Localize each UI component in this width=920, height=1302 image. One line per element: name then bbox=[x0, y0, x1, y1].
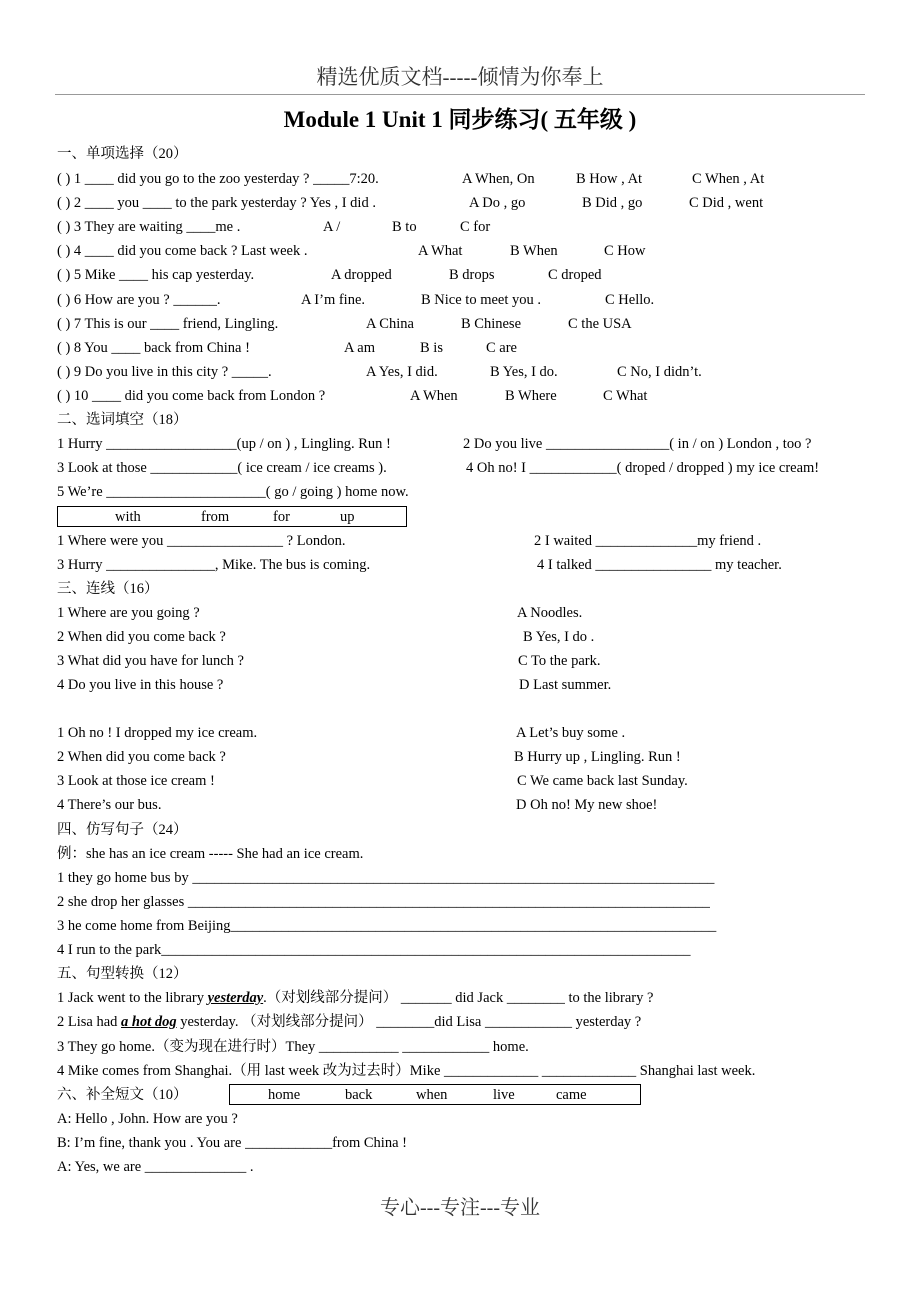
option-b: B How , At bbox=[576, 171, 643, 187]
dialogue-line: B: I’m fine, thank you . You are ____________from China ! bbox=[57, 1135, 407, 1151]
section-5-heading: 五、句型转换（12） bbox=[57, 966, 188, 982]
page-header: 精选优质文档-----倾情为你奉上 bbox=[316, 65, 604, 89]
rewrite-line: 3 he come home from Beijing___________________________________________________________________ bbox=[57, 918, 717, 934]
option-b: B Yes, I do. bbox=[490, 363, 558, 380]
option-b: B When bbox=[510, 243, 558, 260]
match-answer: C We came back last Sunday. bbox=[517, 773, 688, 790]
underlined-word: yesterday bbox=[207, 990, 264, 1006]
match-answer: A Noodles. bbox=[517, 605, 583, 621]
question-stem: ( ) 2 ____ you ____ to the park yesterday ? Yes , I did . bbox=[57, 195, 376, 212]
word-box-2-word: came bbox=[556, 1087, 587, 1103]
question-stem: ( ) 9 Do you live in this city ? _____. bbox=[57, 363, 272, 380]
match-answer: C To the park. bbox=[518, 653, 601, 670]
question-stem: ( ) 8 You ____ back from China ! bbox=[57, 339, 250, 356]
word-box-2-word: home bbox=[268, 1087, 301, 1103]
section-1-heading: 一、单项选择（20） bbox=[57, 146, 188, 162]
question-stem: ( ) 1 ____ did you go to the zoo yesterday ? _____7:20. bbox=[57, 171, 379, 187]
question-stem: ( ) 4 ____ did you come back ? Last week . bbox=[57, 243, 308, 260]
match-answer: B Yes, I do . bbox=[523, 629, 595, 646]
section-6-heading: 六、补全短文（10） bbox=[57, 1087, 188, 1103]
rewrite-example: 例：she has an ice cream ----- She had an ice cream. bbox=[57, 846, 364, 862]
word-box-1-word: up bbox=[340, 509, 355, 525]
transform-line-1: 1 Jack went to the library yesterday.（对划线部分提问） _______ did Jack ________ to the library ? bbox=[57, 990, 654, 1006]
option-b: B Chinese bbox=[461, 315, 522, 332]
section-4-heading: 四、仿写句子（24） bbox=[57, 822, 188, 838]
header-divider bbox=[55, 94, 865, 95]
question-stem: ( ) 5 Mike ____ his cap yesterday. bbox=[57, 267, 255, 284]
page-title: Module 1 Unit 1 同步练习( 五年级 ) bbox=[283, 107, 637, 132]
option-c: C How bbox=[604, 243, 646, 260]
section-3-heading: 三、连线（16） bbox=[57, 581, 159, 597]
match-answer: B Hurry up , Lingling. Run ! bbox=[514, 749, 681, 766]
match-answer: D Oh no! My new shoe! bbox=[516, 797, 658, 814]
dialogue-line: A: Hello , John. How are you ? bbox=[57, 1111, 238, 1127]
option-a: A Yes, I did. bbox=[366, 363, 438, 380]
fill-word-2a: 3 Hurry _______________, Mike. The bus is coming. bbox=[57, 557, 371, 573]
rewrite-line: 1 they go home bus by ________________________________________________________________________ bbox=[57, 870, 715, 886]
match-question: 3 What did you have for lunch ? bbox=[57, 653, 244, 670]
underlined-word: a hot dog bbox=[121, 1014, 177, 1030]
option-b: B Where bbox=[505, 387, 557, 404]
match-question: 3 Look at those ice cream ! bbox=[57, 773, 215, 790]
option-c: C droped bbox=[548, 267, 602, 284]
option-c: C No, I didn’t. bbox=[617, 363, 702, 380]
option-b: B Nice to meet you . bbox=[421, 291, 542, 308]
option-a: A China bbox=[366, 315, 414, 332]
option-c: C are bbox=[486, 339, 517, 356]
word-box-1-word: with bbox=[115, 509, 141, 525]
option-b: B drops bbox=[449, 267, 495, 284]
option-b: B is bbox=[420, 339, 443, 356]
match-question: 4 There’s our bus. bbox=[57, 797, 162, 814]
question-stem: ( ) 10 ____ did you come back from London ? bbox=[57, 387, 326, 404]
word-box-2-word: live bbox=[493, 1087, 515, 1103]
rewrite-line: 2 she drop her glasses ________________________________________________________________________ bbox=[57, 894, 710, 910]
fill-line-1b: 2 Do you live _________________( in / on ) London , too ? bbox=[463, 436, 812, 452]
transform-line-3: 3 They go home.（变为现在进行时）They ___________ ____________ home. bbox=[57, 1039, 529, 1055]
option-b: B to bbox=[392, 219, 417, 236]
word-box-1 bbox=[57, 506, 407, 527]
option-a: A dropped bbox=[331, 267, 392, 284]
match-question: 1 Where are you going ? bbox=[57, 605, 200, 621]
option-a: A When bbox=[410, 387, 458, 404]
option-a: A / bbox=[323, 219, 341, 236]
option-a: A What bbox=[418, 243, 463, 260]
fill-line-2a: 3 Look at those ____________( ice cream / ice creams ). bbox=[57, 460, 387, 476]
match-question: 2 When did you come back ? bbox=[57, 749, 226, 766]
match-question: 2 When did you come back ? bbox=[57, 629, 226, 646]
word-box-2 bbox=[229, 1084, 641, 1105]
option-c: C Hello. bbox=[605, 291, 655, 308]
match-question: 4 Do you live in this house ? bbox=[57, 677, 224, 694]
option-c: C the USA bbox=[568, 315, 632, 332]
match-answer: D Last summer. bbox=[519, 677, 612, 694]
word-box-2-word: when bbox=[416, 1087, 448, 1103]
word-box-1-word: for bbox=[273, 509, 290, 525]
fill-line-3: 5 We’re ______________________( go / going ) home now. bbox=[57, 484, 409, 500]
fill-word-2b: 4 I talked ________________ my teacher. bbox=[537, 557, 782, 573]
fill-word-1b: 2 I waited ______________my friend . bbox=[534, 533, 762, 549]
question-stem: ( ) 7 This is our ____ friend, Lingling. bbox=[57, 315, 279, 332]
transform-line-4: 4 Mike comes from Shanghai.（用 last week 改为过去时）Mike _____________ _____________ Shanghai last week. bbox=[57, 1063, 756, 1079]
dialogue-line: A: Yes, we are ______________ . bbox=[57, 1159, 254, 1175]
word-box-1-word: from bbox=[201, 509, 230, 525]
section-2-heading: 二、选词填空（18） bbox=[57, 412, 188, 428]
transform-line-2: 2 Lisa had a hot dog yesterday. （对划线部分提问） ________did Lisa ____________ yesterday ? bbox=[57, 1014, 642, 1030]
page-footer: 专心---专注---专业 bbox=[380, 1197, 540, 1219]
option-c: C for bbox=[460, 219, 491, 236]
option-a: A Do , go bbox=[469, 195, 526, 212]
rewrite-line: 4 I run to the park_________________________________________________________________________ bbox=[57, 942, 691, 958]
option-a: A I’m fine. bbox=[301, 291, 366, 308]
option-a: A am bbox=[344, 339, 376, 356]
option-c: C Did , went bbox=[689, 195, 764, 212]
question-stem: ( ) 6 How are you ? ______. bbox=[57, 291, 221, 308]
match-question: 1 Oh no ! I dropped my ice cream. bbox=[57, 725, 258, 741]
option-c: C When , At bbox=[692, 171, 765, 187]
fill-line-2b: 4 Oh no! I ____________( droped / dropped ) my ice cream! bbox=[466, 460, 820, 476]
fill-line-1a: 1 Hurry __________________(up / on ) , Lingling. Run ! bbox=[57, 436, 391, 452]
question-stem: ( ) 3 They are waiting ____me . bbox=[57, 219, 241, 236]
option-c: C What bbox=[603, 387, 648, 404]
word-box-2-word: back bbox=[345, 1087, 373, 1103]
fill-word-1a: 1 Where were you ________________ ? London. bbox=[57, 533, 346, 549]
option-a: A When, On bbox=[462, 171, 535, 187]
match-answer: A Let’s buy some . bbox=[516, 725, 626, 741]
option-b: B Did , go bbox=[582, 195, 643, 212]
